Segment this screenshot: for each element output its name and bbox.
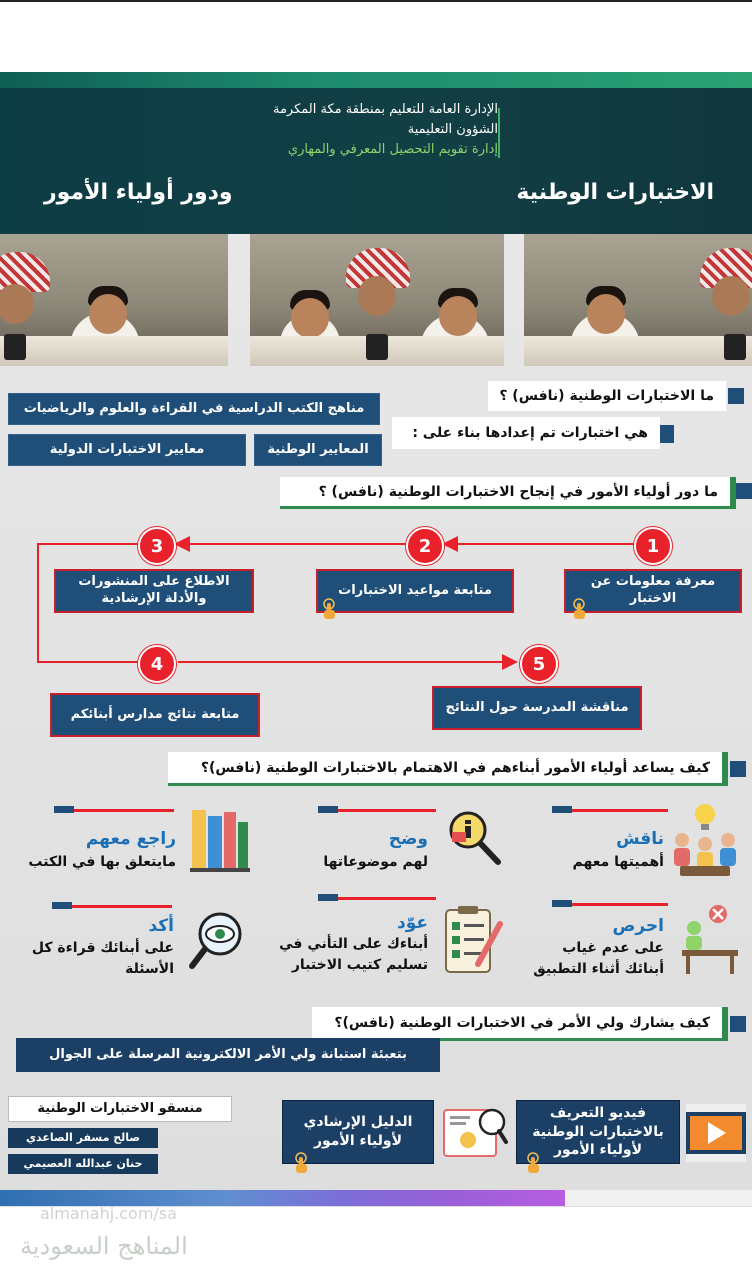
photo-father-son-2	[250, 234, 504, 366]
step-number-4: 4	[138, 645, 176, 683]
photo-father-son-1	[0, 234, 228, 366]
tip-1-text: أهميتها معهم	[572, 854, 664, 870]
tip-marker	[318, 894, 338, 901]
coordinator-name-1: صالح مسفر الصاعدي	[8, 1128, 158, 1148]
watermark-brand: المناهج السعودية	[20, 1232, 188, 1260]
tip-6-text: على أبنائك قراءة كل الأسئلة	[31, 940, 174, 977]
absent-student-icon	[678, 902, 740, 978]
tip-underline	[338, 809, 436, 812]
tap-hand-icon	[570, 598, 588, 620]
books-icon	[186, 804, 252, 876]
guide-book-icon	[440, 1102, 510, 1164]
step-number-5: 5	[520, 645, 558, 683]
question-parents-role: ما دور أولياء الأمور في إنجاح الاختبارات الوطنية (نافس) ؟	[280, 477, 736, 509]
question-how-parent-participates: كيف يشارك ولي الأمر في الاختبارات الوطنية (نافس)؟	[312, 1007, 728, 1041]
header-panel	[0, 72, 752, 234]
question-marker	[730, 1016, 746, 1032]
header-divider	[498, 108, 500, 158]
tip-marker	[52, 902, 72, 909]
magnifier-info-icon	[444, 802, 504, 872]
survey-answer-box: بتعبئة استبانة ولي الأمر الالكترونية المرسلة على الجوال	[16, 1038, 440, 1072]
tip-3-title: راجع معهم	[85, 829, 176, 849]
question-what-is-nafs: ما الاختبارات الوطنية (نافس) ؟	[488, 381, 726, 411]
video-play-icon[interactable]	[684, 1102, 748, 1164]
tap-hand-icon	[320, 598, 338, 620]
tip-4-title: احرص	[612, 916, 664, 936]
step-number-2: 2	[406, 527, 444, 565]
header-line-3: إدارة تقويم التحصيل المعرفي والمهاري	[287, 142, 498, 157]
header-green-strip	[0, 72, 752, 88]
tip-marker	[318, 806, 338, 813]
question-marker	[736, 483, 752, 499]
basis-curricula: مناهج الكتب الدراسية في القراءة والعلوم والرياضيات	[8, 393, 380, 425]
tip-4-text: على عدم غياب أبنائك أثناء التطبيق	[533, 940, 664, 977]
header-line-1: الإدارة العامة للتعليم بمنطقة مكة المكرمة	[272, 102, 498, 117]
coordinators-title: منسقو الاختبارات الوطنية	[8, 1096, 232, 1122]
question-marker	[730, 761, 746, 777]
tip-6-title: أكد	[148, 916, 174, 936]
tip-underline	[572, 903, 668, 906]
step-1-box[interactable]: معرفة معلومات عن الاختبار	[564, 569, 742, 613]
step-2-box[interactable]: متابعة مواعيد الاختبارات	[316, 569, 514, 613]
basis-national-standards: المعايير الوطنية	[254, 434, 382, 466]
tip-2-text: لهم موضوعاتها	[323, 854, 428, 870]
discussion-icon	[670, 800, 740, 880]
step-5-box[interactable]: مناقشة المدرسة حول النتائج	[432, 686, 642, 730]
photo-father-son-3	[524, 234, 752, 366]
infographic-poster	[0, 72, 752, 1207]
tip-5-title: عوّد	[397, 913, 428, 933]
tip-underline	[338, 897, 436, 900]
step-number-3: 3	[138, 527, 176, 565]
checklist-icon	[442, 904, 504, 976]
tip-1-title: ناقش	[616, 829, 664, 849]
tip-underline	[572, 809, 668, 812]
tip-5-text: أبناءك على التأني في تسليم كتيب الاختبار	[279, 936, 428, 973]
tip-2-title: وضح	[388, 829, 428, 849]
answer-intro: هي اختبارات تم إعدادها بناء على :	[392, 417, 660, 449]
step-number-1: 1	[634, 527, 672, 565]
basis-international-standards: معايير الاختبارات الدولية	[8, 434, 246, 466]
title-right: الاختبارات الوطنية	[516, 180, 714, 205]
question-how-parents-help: كيف يساعد أولياء الأمور أبناءهم في الاهتمام بالاختبارات الوطنية (نافس)؟	[168, 752, 728, 786]
tip-3-text: مايتعلق بها في الكتب	[28, 854, 176, 870]
watermark-site: almanahj.com/sa	[40, 1204, 177, 1223]
tip-underline	[72, 905, 172, 908]
header-line-2: الشؤون التعليمية	[407, 122, 498, 137]
tip-marker	[552, 900, 572, 907]
top-border	[0, 0, 752, 2]
tip-marker	[552, 806, 572, 813]
coordinator-name-2: حنان عبدالله العصيمي	[8, 1154, 158, 1174]
tip-underline	[74, 809, 174, 812]
bottom-gradient-bar-end	[565, 1190, 752, 1206]
step-3-box[interactable]: الاطلاع على المنشورات والأدلة الإرشادية	[54, 569, 254, 613]
question-marker	[728, 388, 744, 404]
intro-video-link[interactable]: فيديو التعريف بالاختبارات الوطنية لأولياء الأمور	[516, 1100, 680, 1164]
answer-marker	[660, 425, 674, 443]
tap-hand-icon	[292, 1152, 310, 1174]
step-4-box[interactable]: متابعة نتائج مدارس أبنائكم	[50, 693, 260, 737]
title-left: ودور أولياء الأمور	[44, 180, 233, 205]
eye-magnifier-icon	[186, 908, 248, 974]
tap-hand-icon	[524, 1152, 542, 1174]
parents-guide-link[interactable]: الدليل الإرشادي لأولياء الأمور	[282, 1100, 434, 1164]
tip-marker	[54, 806, 74, 813]
